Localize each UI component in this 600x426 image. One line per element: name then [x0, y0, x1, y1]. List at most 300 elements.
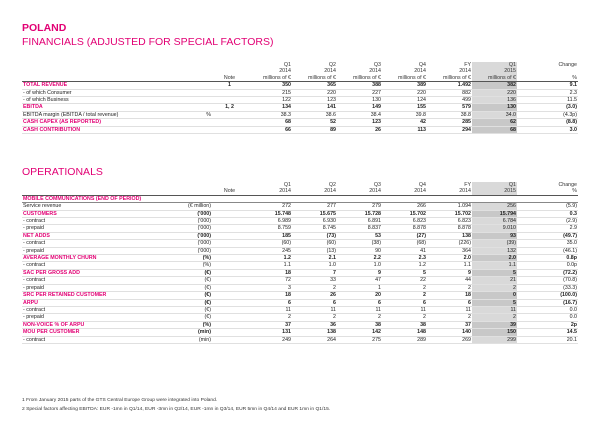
- value-cell: (73): [292, 232, 337, 239]
- value-cell: (60): [292, 240, 337, 247]
- row-unit: (%): [172, 321, 212, 328]
- value-cell: 227: [337, 89, 382, 96]
- value-cell: (49.7): [517, 232, 578, 239]
- value-cell: 148: [382, 329, 427, 336]
- header-cell: Change: [558, 62, 577, 68]
- value-cell: 130: [337, 97, 382, 104]
- row-note: [212, 277, 247, 284]
- value-cell: (70.8): [517, 277, 578, 284]
- table-row: [22, 240, 578, 247]
- financials-title: FINANCIALS (ADJUSTED FOR SPECIAL FACTORS): [22, 36, 274, 48]
- header-cell: %: [517, 75, 578, 82]
- value-cell: 285: [427, 119, 472, 126]
- value-cell: 275: [337, 336, 382, 343]
- value-cell: 1.1: [472, 262, 517, 269]
- table-row: [22, 292, 578, 299]
- value-cell: 9: [337, 269, 382, 276]
- value-cell: 6: [427, 299, 472, 306]
- table-row: [22, 247, 578, 254]
- value-cell: 8.745: [292, 225, 337, 232]
- value-cell: 2.3: [517, 89, 578, 96]
- header-cell: 2014: [382, 188, 427, 195]
- header-cell: millions of €: [382, 75, 427, 82]
- value-cell: 1.1: [427, 262, 472, 269]
- value-cell: 6.823: [427, 218, 472, 225]
- row-unit: [172, 89, 212, 96]
- row-note: [212, 269, 247, 276]
- row-label: - contract: [22, 277, 172, 284]
- row-note: [212, 321, 247, 328]
- value-cell: 38.8: [427, 111, 472, 118]
- header-cell: Q2: [328, 62, 336, 68]
- value-cell: 6.823: [382, 218, 427, 225]
- row-label: MOU PER CUSTOMER: [22, 329, 172, 336]
- value-cell: 18: [247, 292, 292, 299]
- row-unit: (€ million): [172, 203, 212, 210]
- row-note: [212, 306, 247, 313]
- value-cell: 7: [292, 269, 337, 276]
- value-cell: 1.2: [382, 262, 427, 269]
- value-cell: 2: [382, 292, 427, 299]
- row-note: [212, 292, 247, 299]
- value-cell: 0.3: [517, 210, 578, 217]
- value-cell: 2.3: [382, 255, 427, 262]
- value-cell: 2: [472, 314, 517, 321]
- footnote-2: 2 Special factors affecting EBITDA: EUR -1mn in Q1/14, EUR -3mn in Q2/14, EUR -1mn in Q3/14, EUR 5mn in Q4/14 and EUR 1mn in Q1/15.: [22, 406, 331, 412]
- value-cell: 93: [472, 232, 517, 239]
- header-cell: 2014: [369, 68, 381, 75]
- header-cell: millions of €: [247, 75, 292, 82]
- value-cell: 37: [427, 321, 472, 328]
- row-unit: ('000): [172, 210, 212, 217]
- value-cell: 33: [292, 277, 337, 284]
- value-cell: 26: [337, 126, 382, 133]
- header-cell: [22, 188, 172, 195]
- row-note: [212, 336, 247, 343]
- value-cell: 52: [292, 119, 337, 126]
- row-note: [212, 247, 247, 254]
- row-unit: (€): [172, 306, 212, 313]
- value-cell: 35.0: [517, 240, 578, 247]
- row-unit: (min): [172, 336, 212, 343]
- table-row: [22, 203, 578, 210]
- value-cell: 272: [247, 203, 292, 210]
- value-cell: (27): [382, 232, 427, 239]
- row-note: 1: [212, 82, 247, 89]
- row-unit: (%): [172, 255, 212, 262]
- row-unit: (€): [172, 299, 212, 306]
- row-unit: ('000): [172, 240, 212, 247]
- value-cell: 138: [427, 232, 472, 239]
- table-row: [22, 218, 578, 225]
- row-label: TOTAL REVENUE: [22, 82, 172, 89]
- row-label: - prepaid: [22, 247, 172, 254]
- row-label: SAC PER GROSS ADD: [22, 269, 172, 276]
- header-cell: 2015: [472, 68, 517, 74]
- value-cell: 89: [292, 126, 337, 133]
- table-row: [22, 262, 578, 269]
- value-cell: 2.0: [472, 255, 517, 262]
- row-note: [212, 240, 247, 247]
- value-cell: 6: [382, 299, 427, 306]
- row-note: [212, 218, 247, 225]
- value-cell: 249: [247, 336, 292, 343]
- value-cell: 5: [382, 269, 427, 276]
- row-label: NET ADDS: [22, 232, 172, 239]
- value-cell: 185: [247, 232, 292, 239]
- header-cell: 2014: [337, 188, 382, 195]
- value-cell: 6: [247, 299, 292, 306]
- value-cell: 68: [472, 126, 517, 133]
- value-cell: (226): [427, 240, 472, 247]
- value-cell: 38.6: [292, 111, 337, 118]
- value-cell: 38.4: [337, 111, 382, 118]
- value-cell: 269: [427, 336, 472, 343]
- value-cell: 6.930: [292, 218, 337, 225]
- value-cell: 34.0: [472, 111, 517, 118]
- value-cell: 20: [337, 292, 382, 299]
- value-cell: (60): [247, 240, 292, 247]
- table-row: [22, 314, 578, 321]
- value-cell: 141: [292, 104, 337, 111]
- value-cell: 2.0: [427, 255, 472, 262]
- value-cell: 15.675: [292, 210, 337, 217]
- value-cell: (2.9): [517, 218, 578, 225]
- value-cell: 15.728: [337, 210, 382, 217]
- row-unit: (€): [172, 277, 212, 284]
- value-cell: 220: [472, 89, 517, 96]
- header-cell: millions of €: [337, 75, 382, 82]
- value-cell: 2: [292, 314, 337, 321]
- value-cell: 2.9: [517, 225, 578, 232]
- value-cell: 2: [382, 284, 427, 291]
- table-row: [22, 329, 578, 336]
- country-title: POLAND: [22, 22, 67, 34]
- value-cell: (38): [337, 240, 382, 247]
- table-row: [22, 306, 578, 313]
- value-cell: 3: [247, 284, 292, 291]
- value-cell: 1: [337, 284, 382, 291]
- value-cell: 9.1: [517, 82, 578, 89]
- row-note: [212, 232, 247, 239]
- value-cell: 8.878: [382, 225, 427, 232]
- value-cell: 1.094: [427, 203, 472, 210]
- value-cell: 6.989: [247, 218, 292, 225]
- row-unit: (%): [172, 262, 212, 269]
- header-cell: Q1: [283, 62, 291, 68]
- value-cell: (3.0): [517, 104, 578, 111]
- value-cell: 38: [382, 321, 427, 328]
- value-cell: 8.878: [427, 225, 472, 232]
- row-unit: [172, 119, 212, 126]
- value-cell: 6: [292, 299, 337, 306]
- value-cell: 123: [292, 97, 337, 104]
- row-note: [212, 126, 247, 133]
- table-row: [22, 255, 578, 262]
- header-cell: %: [517, 188, 578, 195]
- row-unit: [172, 82, 212, 89]
- value-cell: 6.784: [472, 218, 517, 225]
- row-label: - contract: [22, 262, 172, 269]
- row-unit: (min): [172, 329, 212, 336]
- row-note: [212, 255, 247, 262]
- row-note: [212, 89, 247, 96]
- value-cell: 130: [472, 104, 517, 111]
- value-cell: 140: [427, 329, 472, 336]
- value-cell: 279: [337, 203, 382, 210]
- row-note: [212, 119, 247, 126]
- row-unit: %: [172, 111, 212, 118]
- header-cell: [172, 188, 212, 195]
- value-cell: (8.8): [517, 119, 578, 126]
- value-cell: (39): [472, 240, 517, 247]
- row-label: - prepaid: [22, 225, 172, 232]
- row-label: EBITDA: [22, 104, 172, 111]
- row-unit: (€): [172, 292, 212, 299]
- value-cell: 132: [472, 247, 517, 254]
- value-cell: 39.8: [382, 111, 427, 118]
- value-cell: 220: [292, 89, 337, 96]
- row-unit: ('000): [172, 247, 212, 254]
- header-cell: millions of €: [292, 75, 337, 82]
- value-cell: 0.0: [517, 314, 578, 321]
- row-label: EBITDA margin (EBITDA / total revenue): [22, 111, 172, 118]
- value-cell: 38.3: [247, 111, 292, 118]
- value-cell: 1.0: [292, 262, 337, 269]
- value-cell: 0.0p: [517, 262, 578, 269]
- value-cell: 22: [382, 277, 427, 284]
- header-cell: Q3: [373, 182, 381, 188]
- header-cell: 2014: [427, 188, 472, 195]
- value-cell: 579: [427, 104, 472, 111]
- table-row: [22, 210, 578, 217]
- row-label: CUSTOMERS: [22, 210, 172, 217]
- footnote-1: 1 From January 2015 parts of the GTS Central Europe Group were integrated into Poland.: [22, 398, 218, 403]
- value-cell: 11: [382, 306, 427, 313]
- value-cell: 2: [337, 314, 382, 321]
- value-cell: (5.9): [517, 203, 578, 210]
- value-cell: 90: [337, 247, 382, 254]
- table-row: [22, 104, 578, 111]
- value-cell: 37: [247, 321, 292, 328]
- value-cell: 124: [382, 97, 427, 104]
- value-cell: 365: [292, 82, 337, 89]
- value-cell: 131: [247, 329, 292, 336]
- value-cell: (4.3p): [517, 111, 578, 118]
- value-cell: (16.7): [517, 299, 578, 306]
- value-cell: 5: [472, 299, 517, 306]
- table-row: [22, 336, 578, 343]
- header-cell: Q1: [472, 62, 517, 68]
- value-cell: 41: [382, 247, 427, 254]
- value-cell: 2p: [517, 321, 578, 328]
- value-cell: 18: [247, 269, 292, 276]
- header-cell: 2014: [324, 68, 336, 75]
- value-cell: 2: [292, 284, 337, 291]
- row-note: [212, 210, 247, 217]
- header-cell: Q4: [418, 62, 426, 68]
- footnotes: [22, 397, 578, 414]
- value-cell: 21: [472, 277, 517, 284]
- value-cell: 2: [472, 284, 517, 291]
- row-note: [212, 284, 247, 291]
- value-cell: 134: [247, 104, 292, 111]
- value-cell: 42: [382, 119, 427, 126]
- header-cell: 2015: [472, 188, 517, 195]
- value-cell: 149: [337, 104, 382, 111]
- value-cell: 38: [337, 321, 382, 328]
- value-cell: 266: [382, 203, 427, 210]
- row-unit: ('000): [172, 218, 212, 225]
- value-cell: 39: [472, 321, 517, 328]
- row-label: - contract: [22, 218, 172, 225]
- value-cell: 2: [247, 314, 292, 321]
- row-note: [212, 97, 247, 104]
- value-cell: 9: [427, 269, 472, 276]
- value-cell: 53: [337, 232, 382, 239]
- header-cell: 2014: [247, 188, 292, 195]
- header-note-cell: Note: [212, 188, 247, 195]
- section-label: MOBILE COMMUNICATIONS (END OF PERIOD): [22, 195, 578, 202]
- value-cell: 11: [247, 306, 292, 313]
- value-cell: 882: [427, 89, 472, 96]
- table-row: [22, 97, 578, 104]
- table-row: [22, 89, 578, 96]
- value-cell: (100.0): [517, 292, 578, 299]
- row-label: - contract: [22, 306, 172, 313]
- value-cell: 150: [472, 329, 517, 336]
- table-row: [22, 269, 578, 276]
- row-note: [212, 329, 247, 336]
- value-cell: 11: [292, 306, 337, 313]
- header-cell: Q2: [328, 182, 336, 188]
- row-note: [212, 203, 247, 210]
- operationals-title: OPERATIONALS: [22, 166, 103, 178]
- header-cell: FY: [464, 182, 471, 188]
- value-cell: (72.2): [517, 269, 578, 276]
- header-cell: Change: [558, 182, 577, 188]
- value-cell: 9.010: [472, 225, 517, 232]
- table-row: [22, 82, 578, 89]
- value-cell: 1.2: [247, 255, 292, 262]
- row-unit: (€): [172, 284, 212, 291]
- value-cell: 11: [427, 306, 472, 313]
- header-cell: Q3: [373, 62, 381, 68]
- value-cell: 155: [382, 104, 427, 111]
- value-cell: 138: [292, 329, 337, 336]
- row-note: [212, 314, 247, 321]
- header-note-cell: Note: [212, 75, 247, 82]
- value-cell: 26: [292, 292, 337, 299]
- value-cell: 72: [247, 277, 292, 284]
- value-cell: 256: [472, 203, 517, 210]
- row-label: Service revenue: [22, 203, 172, 210]
- row-label: - contract: [22, 240, 172, 247]
- value-cell: (13): [292, 247, 337, 254]
- value-cell: 6.891: [337, 218, 382, 225]
- value-cell: 245: [247, 247, 292, 254]
- table-row: [22, 126, 578, 133]
- value-cell: 2: [382, 314, 427, 321]
- value-cell: 15.702: [382, 210, 427, 217]
- value-cell: 2.1: [292, 255, 337, 262]
- table-row: [22, 284, 578, 291]
- value-cell: 1.0: [337, 262, 382, 269]
- row-note: 1, 2: [212, 104, 247, 111]
- operationals-table: [22, 182, 578, 344]
- value-cell: 277: [292, 203, 337, 210]
- value-cell: 264: [292, 336, 337, 343]
- value-cell: 289: [382, 336, 427, 343]
- header-cell: 2014: [459, 68, 471, 75]
- row-label: - contract: [22, 336, 172, 343]
- table-row: [22, 225, 578, 232]
- row-label: ARPU: [22, 299, 172, 306]
- row-label: CASH CAPEX (AS REPORTED): [22, 119, 172, 126]
- row-note: [212, 111, 247, 118]
- value-cell: 14.5: [517, 329, 578, 336]
- row-label: CASH CONTRIBUTION: [22, 126, 172, 133]
- row-note: [212, 299, 247, 306]
- table-row: [22, 232, 578, 239]
- value-cell: 44: [427, 277, 472, 284]
- header-cell: 2014: [279, 68, 291, 75]
- value-cell: 1.492: [427, 82, 472, 89]
- value-cell: 2: [427, 314, 472, 321]
- value-cell: (33.3): [517, 284, 578, 291]
- header-cell: millions of €: [427, 75, 472, 82]
- row-label: - of which Business: [22, 97, 172, 104]
- header-cell: 2014: [292, 188, 337, 195]
- header-cell: Q1: [283, 182, 291, 188]
- value-cell: 20.1: [517, 336, 578, 343]
- header-cell: FY: [464, 62, 471, 68]
- row-label: - prepaid: [22, 284, 172, 291]
- value-cell: 382: [472, 82, 517, 89]
- header-cell: [172, 75, 212, 82]
- header-cell: millions of €: [472, 75, 517, 82]
- value-cell: 66: [247, 126, 292, 133]
- value-cell: 68: [247, 119, 292, 126]
- value-cell: 0: [472, 292, 517, 299]
- ops-header-row: [22, 188, 578, 195]
- value-cell: 5: [472, 269, 517, 276]
- value-cell: 11: [472, 306, 517, 313]
- value-cell: 15.702: [427, 210, 472, 217]
- value-cell: 1.1: [247, 262, 292, 269]
- value-cell: 11: [337, 306, 382, 313]
- value-cell: 8.837: [337, 225, 382, 232]
- value-cell: 11.5: [517, 97, 578, 104]
- fin-header-row: [22, 75, 578, 82]
- value-cell: 0.0: [517, 306, 578, 313]
- value-cell: 350: [247, 82, 292, 89]
- value-cell: 113: [382, 126, 427, 133]
- row-label: - prepaid: [22, 314, 172, 321]
- header-cell: Q4: [418, 182, 426, 188]
- row-unit: ('000): [172, 232, 212, 239]
- row-unit: (€): [172, 314, 212, 321]
- row-unit: (€): [172, 269, 212, 276]
- value-cell: 142: [337, 329, 382, 336]
- value-cell: 220: [382, 89, 427, 96]
- row-unit: [172, 97, 212, 104]
- value-cell: 136: [472, 97, 517, 104]
- row-note: [212, 225, 247, 232]
- value-cell: 8.759: [247, 225, 292, 232]
- row-label: NON-VOICE % OF ARPU: [22, 321, 172, 328]
- section-row: [22, 195, 578, 202]
